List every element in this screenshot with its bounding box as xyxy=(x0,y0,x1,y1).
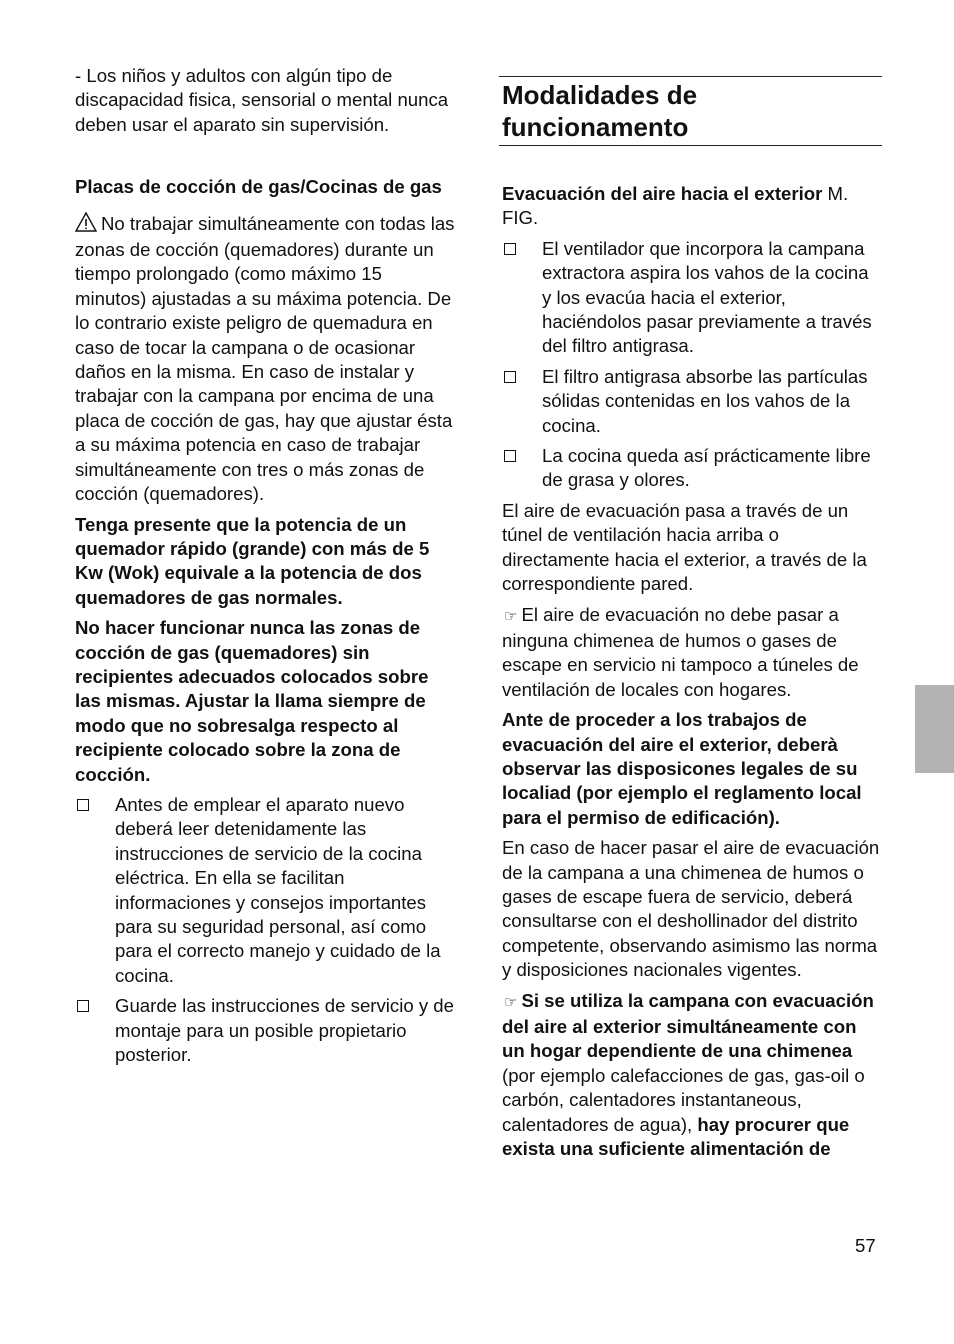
checklist-item xyxy=(502,237,882,359)
page-number: 57 xyxy=(855,1235,876,1256)
gas-section-heading: Placas de cocción de gas/Cocinas de gas xyxy=(75,176,442,198)
checklist-item xyxy=(502,444,882,493)
simultaneous-use-examples: (por ejemplo calefacciones de gas, gas-oil o carbón, calentadores instantaneous, calentadores de agua), xyxy=(502,1064,865,1135)
simultaneous-use-bold-end: hay procurer que exista una suficiente alimentación de xyxy=(502,1113,850,1160)
legal-notice: Ante de proceder a los trabajos de evacuación del aire el exterior, deberà observar las disposicones legales de su localiad (por ejemplo el reglamento local para el permiso de edificación). xyxy=(502,709,862,828)
checklist-item xyxy=(75,793,455,988)
chimney-note xyxy=(502,603,882,703)
checklist-item-text: Antes de emplear el aparato nuevo deberá leer detenidamente las instrucciones de servicio de la cocina eléctrica. En ella se facilitan informaciones y consejos importantes para su seguridad personal, así como para el correcto manejo y cuidado de la cocina. xyxy=(115,793,441,986)
checkbox-icon xyxy=(504,243,516,255)
evacuation-heading-bold: Evacuación del aire hacia el exterior xyxy=(502,183,823,204)
checkbox-icon xyxy=(77,1000,89,1012)
evacuation-heading-ref: M. FIG. xyxy=(502,183,849,229)
checklist-item xyxy=(502,365,882,438)
chimney-consult-paragraph: En caso de hacer pasar el aire de evacuación de la campana a una chimenea de humos o gases de escape fuera de servicio, deberá consultarse con el deshollinador del distrito competente, observando asimismo las norma y disposiciones nacionales vigentes. xyxy=(502,837,880,981)
section-title: Modalidades de funcionamento xyxy=(502,80,698,142)
section-side-tab xyxy=(915,685,954,773)
checklist-item-text: El ventilador que incorpora la campana extractora aspira los vahos de la cocina y los evacúa hacia el exterior, haciéndolos pasar previamente a través del filtro antigrasa. xyxy=(542,237,872,357)
bold-note-wok: Tenga presente que la potencia de un quemador rápido (grande) con más de 5 Kw (Wok) equivale a la potencia de dos quemadores de gas normales. xyxy=(75,513,430,608)
simultaneous-use-bold: Si se utiliza la campana con evacuación del aire al exterior simultáneamente con un hogar dependiente de una chimenea xyxy=(502,989,874,1062)
chimney-note-text: El aire de evacuación no debe pasar a ninguna chimenea de humos o gases de escape en servicio ni tampoco a túneles de ventilación de locales con hogares. xyxy=(502,603,859,700)
pointing-hand-icon: ☞ xyxy=(504,993,518,1011)
checklist-item xyxy=(75,994,455,1067)
evacuation-paragraph: El aire de evacuación pasa a través de un túnel de ventilación hacia arriba o directamente hacia el exterior, a través de la correspondiente pared. xyxy=(502,499,867,595)
warning-triangle-icon xyxy=(75,212,97,238)
warning-text: No trabajar simultáneamente con todas las zonas de cocción (quemadores) durante un tiempo prolongado (como máximo 15 minutos) ajustadas a su máxima potencia. De lo contrario existe peligro de quemadura en caso de tocar la campana o de ocasionar daños en la misma. En caso de instalar y trabajar con la campana por encima de una placa de cocción de gas, hay que ajustar ésta a su máxima potencia en caso de trabajar simultáneamente con tres o más zonas de cocción (quemadores). xyxy=(75,212,455,505)
bold-note-flame: No hacer funcionar nunca las zonas de cocción de gas (quemadores) sin recipientes adecuados colocados sobre las mismas. Ajustar la llama siempre de modo que no sobresalga respecto al recipiente colocado sobre la zona de cocción. xyxy=(75,617,429,785)
intro-text: - Los niños y adultos con algún tipo de discapacidad fisica, sensorial o mental nunca deben usar el aparato sin supervisión. xyxy=(75,65,449,135)
checklist-item-text: El filtro antigrasa absorbe las partículas sólidas contenidas en los vahos de la cocina. xyxy=(542,365,868,436)
checklist-item-text: Guarde las instrucciones de servicio y de montaje para un posible propietario posterior. xyxy=(115,995,454,1066)
left-column xyxy=(75,64,455,1073)
checkbox-icon xyxy=(77,799,89,811)
evacuation-heading xyxy=(502,182,882,231)
checkbox-icon xyxy=(504,371,516,383)
warning-paragraph xyxy=(75,212,455,507)
pointing-hand-icon: ☞ xyxy=(504,607,518,625)
section-title-block xyxy=(499,76,882,146)
simultaneous-use-note xyxy=(502,989,882,1162)
right-column xyxy=(502,76,882,1167)
checkbox-icon xyxy=(504,450,516,462)
checklist-item-text: La cocina queda así prácticamente libre de grasa y olores. xyxy=(542,445,871,491)
